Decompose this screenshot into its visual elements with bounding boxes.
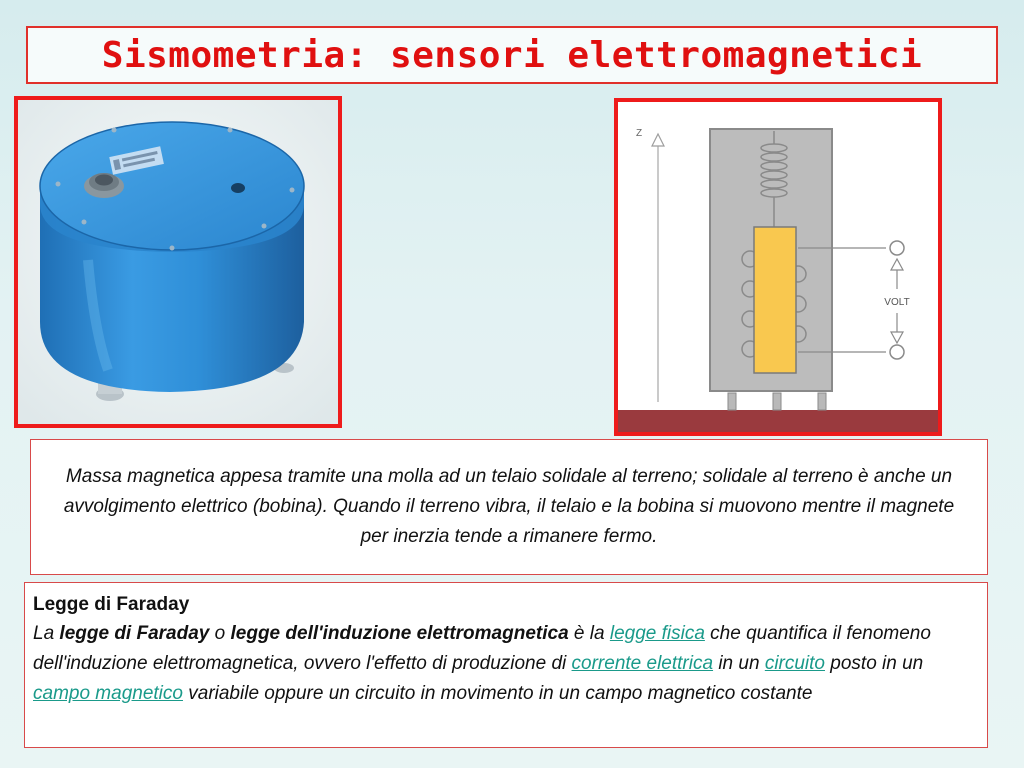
link-campo-magnetico[interactable]: campo magnetico [33, 683, 183, 704]
seismometer-photo [14, 96, 342, 428]
faraday-text-is: è la [568, 623, 610, 644]
seismometer-illustration [18, 100, 338, 424]
terminal-top [890, 241, 904, 255]
faraday-text-o: o [209, 623, 231, 644]
faraday-text-end: variabile oppure un circuito in movimento in un campo magnetico costante [182, 683, 813, 704]
faraday-text-posto: posto in un [825, 653, 924, 674]
volt-label: VOLT [884, 297, 910, 308]
z-axis-label: Z [636, 128, 643, 139]
description-box [30, 439, 988, 575]
sensor-schematic [618, 102, 938, 432]
faraday-definition [33, 619, 979, 709]
link-corrente-elettrica[interactable]: corrente elettrica [571, 653, 714, 674]
sensor-diagram [614, 98, 942, 436]
ground-bar [618, 410, 938, 432]
link-legge-fisica[interactable]: legge fisica [609, 623, 705, 644]
page-title: Sismometria: sensori elettromagnetici [101, 34, 923, 76]
description-text: Massa magnetica appesa tramite una molla ad un telaio solidale al terreno; solidale al terreno è anche un avvolgimento elettrico (bobina). Quando il terreno vibra, il telaio e la bobina si muovono mentre il magnete per inerzia tende a rimanere fermo. [63, 466, 955, 547]
faraday-text-in: in un [713, 653, 765, 674]
faraday-term-2: legge dell'induzione elettromagnetica [230, 623, 569, 644]
faraday-text-mid: che quantifica il fenomeno dell'induzione elettromagnetica, ovvero l'effetto di produzione di [33, 623, 931, 674]
magnet-mass [754, 227, 796, 373]
faraday-term-1: legge di Faraday [59, 623, 210, 644]
faraday-text-la: La [33, 623, 60, 644]
faraday-box [24, 582, 988, 748]
terminal-bottom [890, 345, 904, 359]
faraday-heading: Legge di Faraday [33, 594, 190, 615]
title-box [26, 26, 998, 84]
link-circuito[interactable]: circuito [764, 653, 825, 674]
